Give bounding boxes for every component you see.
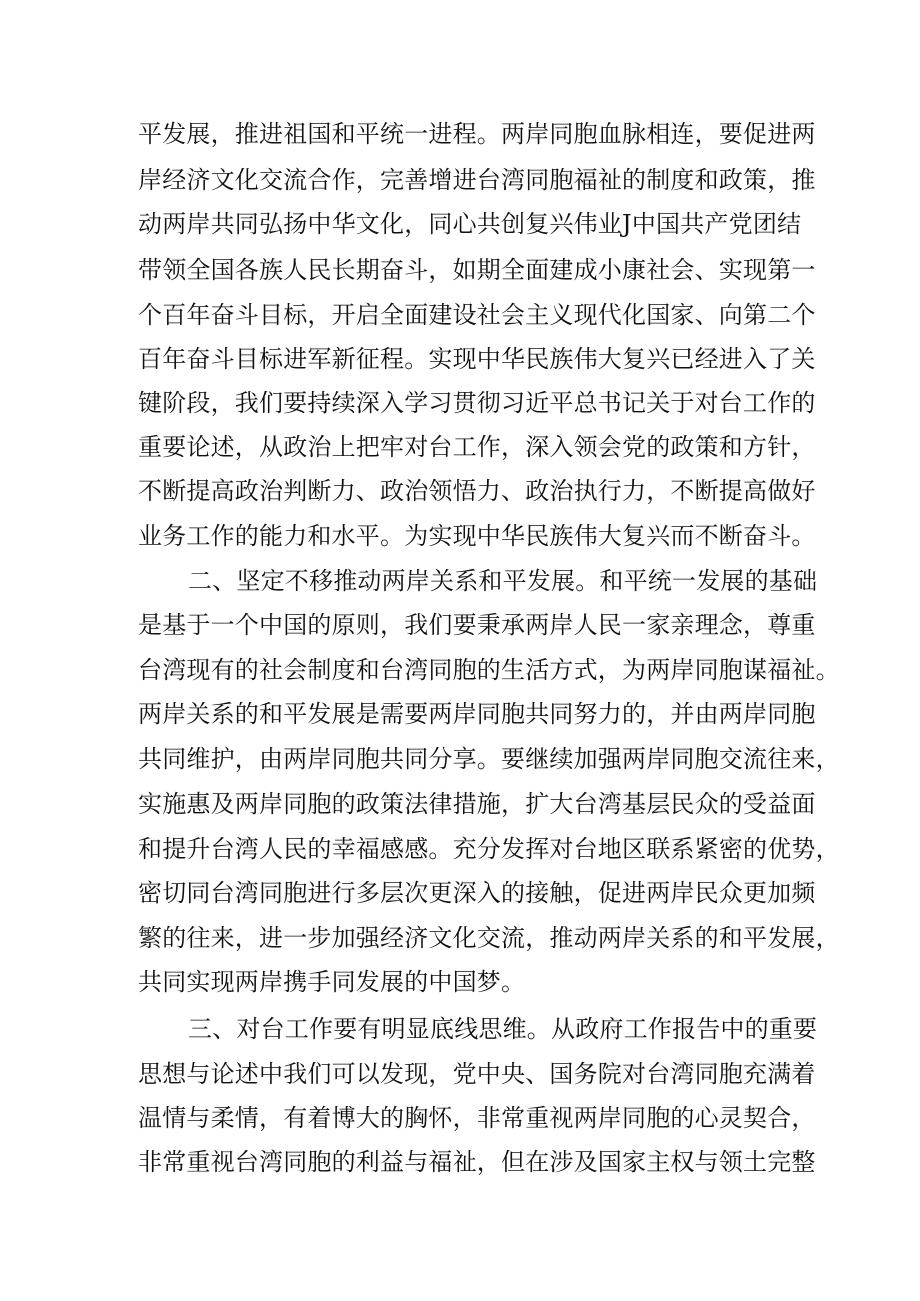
paragraph-2-line-3 — [0, 650, 920, 690]
text-line: 业务工作的能力和水平。为实现中华民族伟大复兴而不断奋斗。 — [138, 522, 816, 550]
paragraph-3-line-2 — [0, 1054, 920, 1094]
text-line: 密切同台湾同胞进行多层次更深入的接触，促进两岸民众更加频 — [138, 879, 816, 907]
text-line: 实施惠及两岸同胞的政策法律措施，扩大台湾基层民众的受益面 — [138, 790, 816, 818]
text-line: 二、坚定不移推动两岸关系和平发展。和平统一发展的基础 — [188, 567, 818, 595]
paragraph-1-line-9 — [0, 471, 920, 511]
paragraph-1-line-8 — [0, 427, 920, 467]
paragraph-3-line-4 — [0, 1142, 920, 1182]
text-line: 个百年奋斗目标，开启全面建设社会主义现代化国家、向第二个 — [138, 301, 816, 329]
paragraph-2-line-8 — [0, 873, 920, 913]
text-line: 两岸关系的和平发展是需要两岸同胞共同努力的，并由两岸同胞 — [138, 700, 816, 728]
paragraph-1-line-1 — [0, 114, 920, 154]
paragraph-3-line-1 — [0, 1009, 920, 1049]
paragraph-2-line-2 — [0, 605, 920, 645]
text-line: 思想与论述中我们可以发现，党中央、国务院对台湾同胞充满着 — [138, 1060, 816, 1088]
paragraph-2-line-7 — [0, 829, 920, 869]
paragraph-2-line-10 — [0, 962, 920, 1002]
paragraph-2-line-5 — [0, 739, 920, 779]
text-line: 键阶段，我们要持续深入学习贯彻习近平总书记关于对台工作的 — [138, 389, 816, 417]
text-line: 带领全国各族人民长期奋斗，如期全面建成小康社会、实现第一 — [138, 256, 816, 284]
text-line: 三、对台工作要有明显底线思维。从政府工作报告中的重要 — [188, 1015, 818, 1043]
paragraph-1-line-5 — [0, 295, 920, 335]
text-line: 繁的往来，进一步加强经济文化交流，推动两岸关系的和平发展， — [138, 924, 840, 952]
paragraph-2-line-6 — [0, 784, 920, 824]
paragraph-1-line-2 — [0, 160, 920, 200]
text-line: 平发展，推进祖国和平统一进程。两岸同胞血脉相连，要促进两 — [138, 120, 816, 148]
text-line: 温情与柔情，有着博大的胸怀，非常重视两岸同胞的心灵契合， — [138, 1104, 816, 1132]
text-line: 非常重视台湾同胞的利益与福祉，但在涉及国家主权与领土完整 — [138, 1148, 816, 1176]
paragraph-2-line-1 — [0, 561, 920, 601]
text-line: 共同维护，由两岸同胞共同分享。要继续加强两岸同胞交流往来， — [138, 745, 840, 773]
paragraph-1-line-10 — [0, 516, 920, 556]
text-line: 百年奋斗目标进军新征程。实现中华民族伟大复兴已经进入了关 — [138, 345, 816, 373]
paragraph-1-line-3 — [0, 204, 920, 244]
paragraph-1-line-7 — [0, 383, 920, 423]
paragraph-2-line-4 — [0, 694, 920, 734]
text-line: 共同实现两岸携手同发展的中国梦。 — [138, 968, 526, 996]
paragraph-3-line-3 — [0, 1098, 920, 1138]
text-line: 不断提高政治判断力、政治领悟力、政治执行力，不断提高做好 — [138, 477, 816, 505]
text-line: 是基于一个中国的原则，我们要秉承两岸人民一家亲理念，尊重 — [138, 611, 816, 639]
paragraph-1-line-4 — [0, 250, 920, 290]
text-line: 岸经济文化交流合作，完善增进台湾同胞福祉的制度和政策，推 — [138, 166, 816, 194]
text-line: 和提升台湾人民的幸福感感。充分发挥对台地区联系紧密的优势， — [138, 835, 840, 863]
paragraph-1-line-6 — [0, 339, 920, 379]
text-line: 动两岸共同弘扬中华文化，同心共创复兴伟业J中国共产党团结 — [138, 210, 802, 238]
text-line: 重要论述，从政治上把牢对台工作，深入领会党的政策和方针， — [138, 433, 816, 461]
text-line: 台湾现有的社会制度和台湾同胞的生活方式，为两岸同胞谋福祉。 — [138, 656, 840, 684]
paragraph-2-line-9 — [0, 918, 920, 958]
